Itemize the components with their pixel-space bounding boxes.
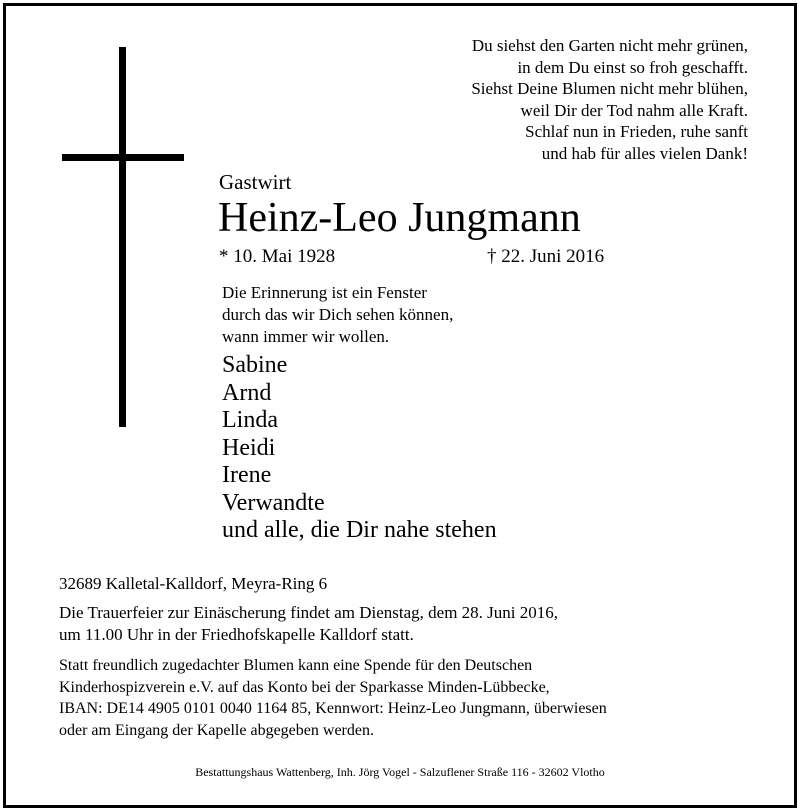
occupation: Gastwirt <box>219 170 292 194</box>
funeral-service-info <box>59 602 558 646</box>
quote-line: wann immer wir wollen. <box>222 327 390 346</box>
service-line: Die Trauerfeier zur Einäscherung findet am Dienstag, dem 28. Juni 2016, <box>59 603 559 622</box>
poem <box>471 35 748 164</box>
mourner-name: Arnd <box>222 379 272 406</box>
quote-line: durch das wir Dich sehen können, <box>222 305 454 324</box>
mourner-name: Linda <box>222 407 278 433</box>
poem-line: und hab für alles vielen Dank! <box>541 143 748 163</box>
donation-line: oder am Eingang der Kapelle abgegeben werden. <box>59 721 374 739</box>
service-line: um 11.00 Uhr in der Friedhofskapelle Kalldorf statt. <box>59 625 414 644</box>
death-date: † 22. Juni 2016 <box>487 246 605 267</box>
donation-info <box>59 655 607 741</box>
memorial-quote <box>222 282 453 348</box>
poem-line: Schlaf nun in Frieden, ruhe sanft <box>525 122 748 141</box>
poem-line: Du siehst den Garten nicht mehr grünen, <box>471 36 748 55</box>
mourner-address: 32689 Kalletal-Kalldorf, Meyra-Ring 6 <box>59 574 328 593</box>
donation-line: IBAN: DE14 4905 0101 0040 1164 85, Kennwort: Heinz-Leo Jungmann, überwiesen <box>59 700 607 717</box>
mourner-name: Verwandte <box>222 489 325 516</box>
poem-line: Siehst Deine Blumen nicht mehr blühen, <box>471 79 748 98</box>
cross-icon-crossbar <box>62 154 184 161</box>
donation-line: Statt freundlich zugedachter Blumen kann eine Spende für den Deutschen <box>59 657 533 674</box>
birth-date: * 10. Mai 1928 <box>219 246 336 267</box>
quote-line: Die Erinnerung ist ein Fenster <box>222 283 427 302</box>
mourner-name: Sabine <box>222 352 288 378</box>
mourners-list <box>222 352 497 545</box>
donation-line: Kinderhospizverein e.V. auf das Konto bei der Sparkasse Minden-Lübbecke, <box>59 678 550 696</box>
mourner-name: und alle, die Dir nahe stehen <box>222 517 497 543</box>
cross-icon <box>119 47 126 427</box>
mourner-name: Irene <box>222 462 272 488</box>
poem-line: in dem Du einst so froh geschafft. <box>517 57 748 77</box>
deceased-name: Heinz-Leo Jungmann <box>218 195 581 241</box>
funeral-home-footer: Bestattungshaus Wattenberg, Inh. Jörg Vogel - Salzuflener Straße 116 - 32602 Vlotho <box>195 765 605 779</box>
mourner-name: Heidi <box>222 434 276 461</box>
poem-line: weil Dir der Tod nahm alle Kraft. <box>520 100 748 120</box>
